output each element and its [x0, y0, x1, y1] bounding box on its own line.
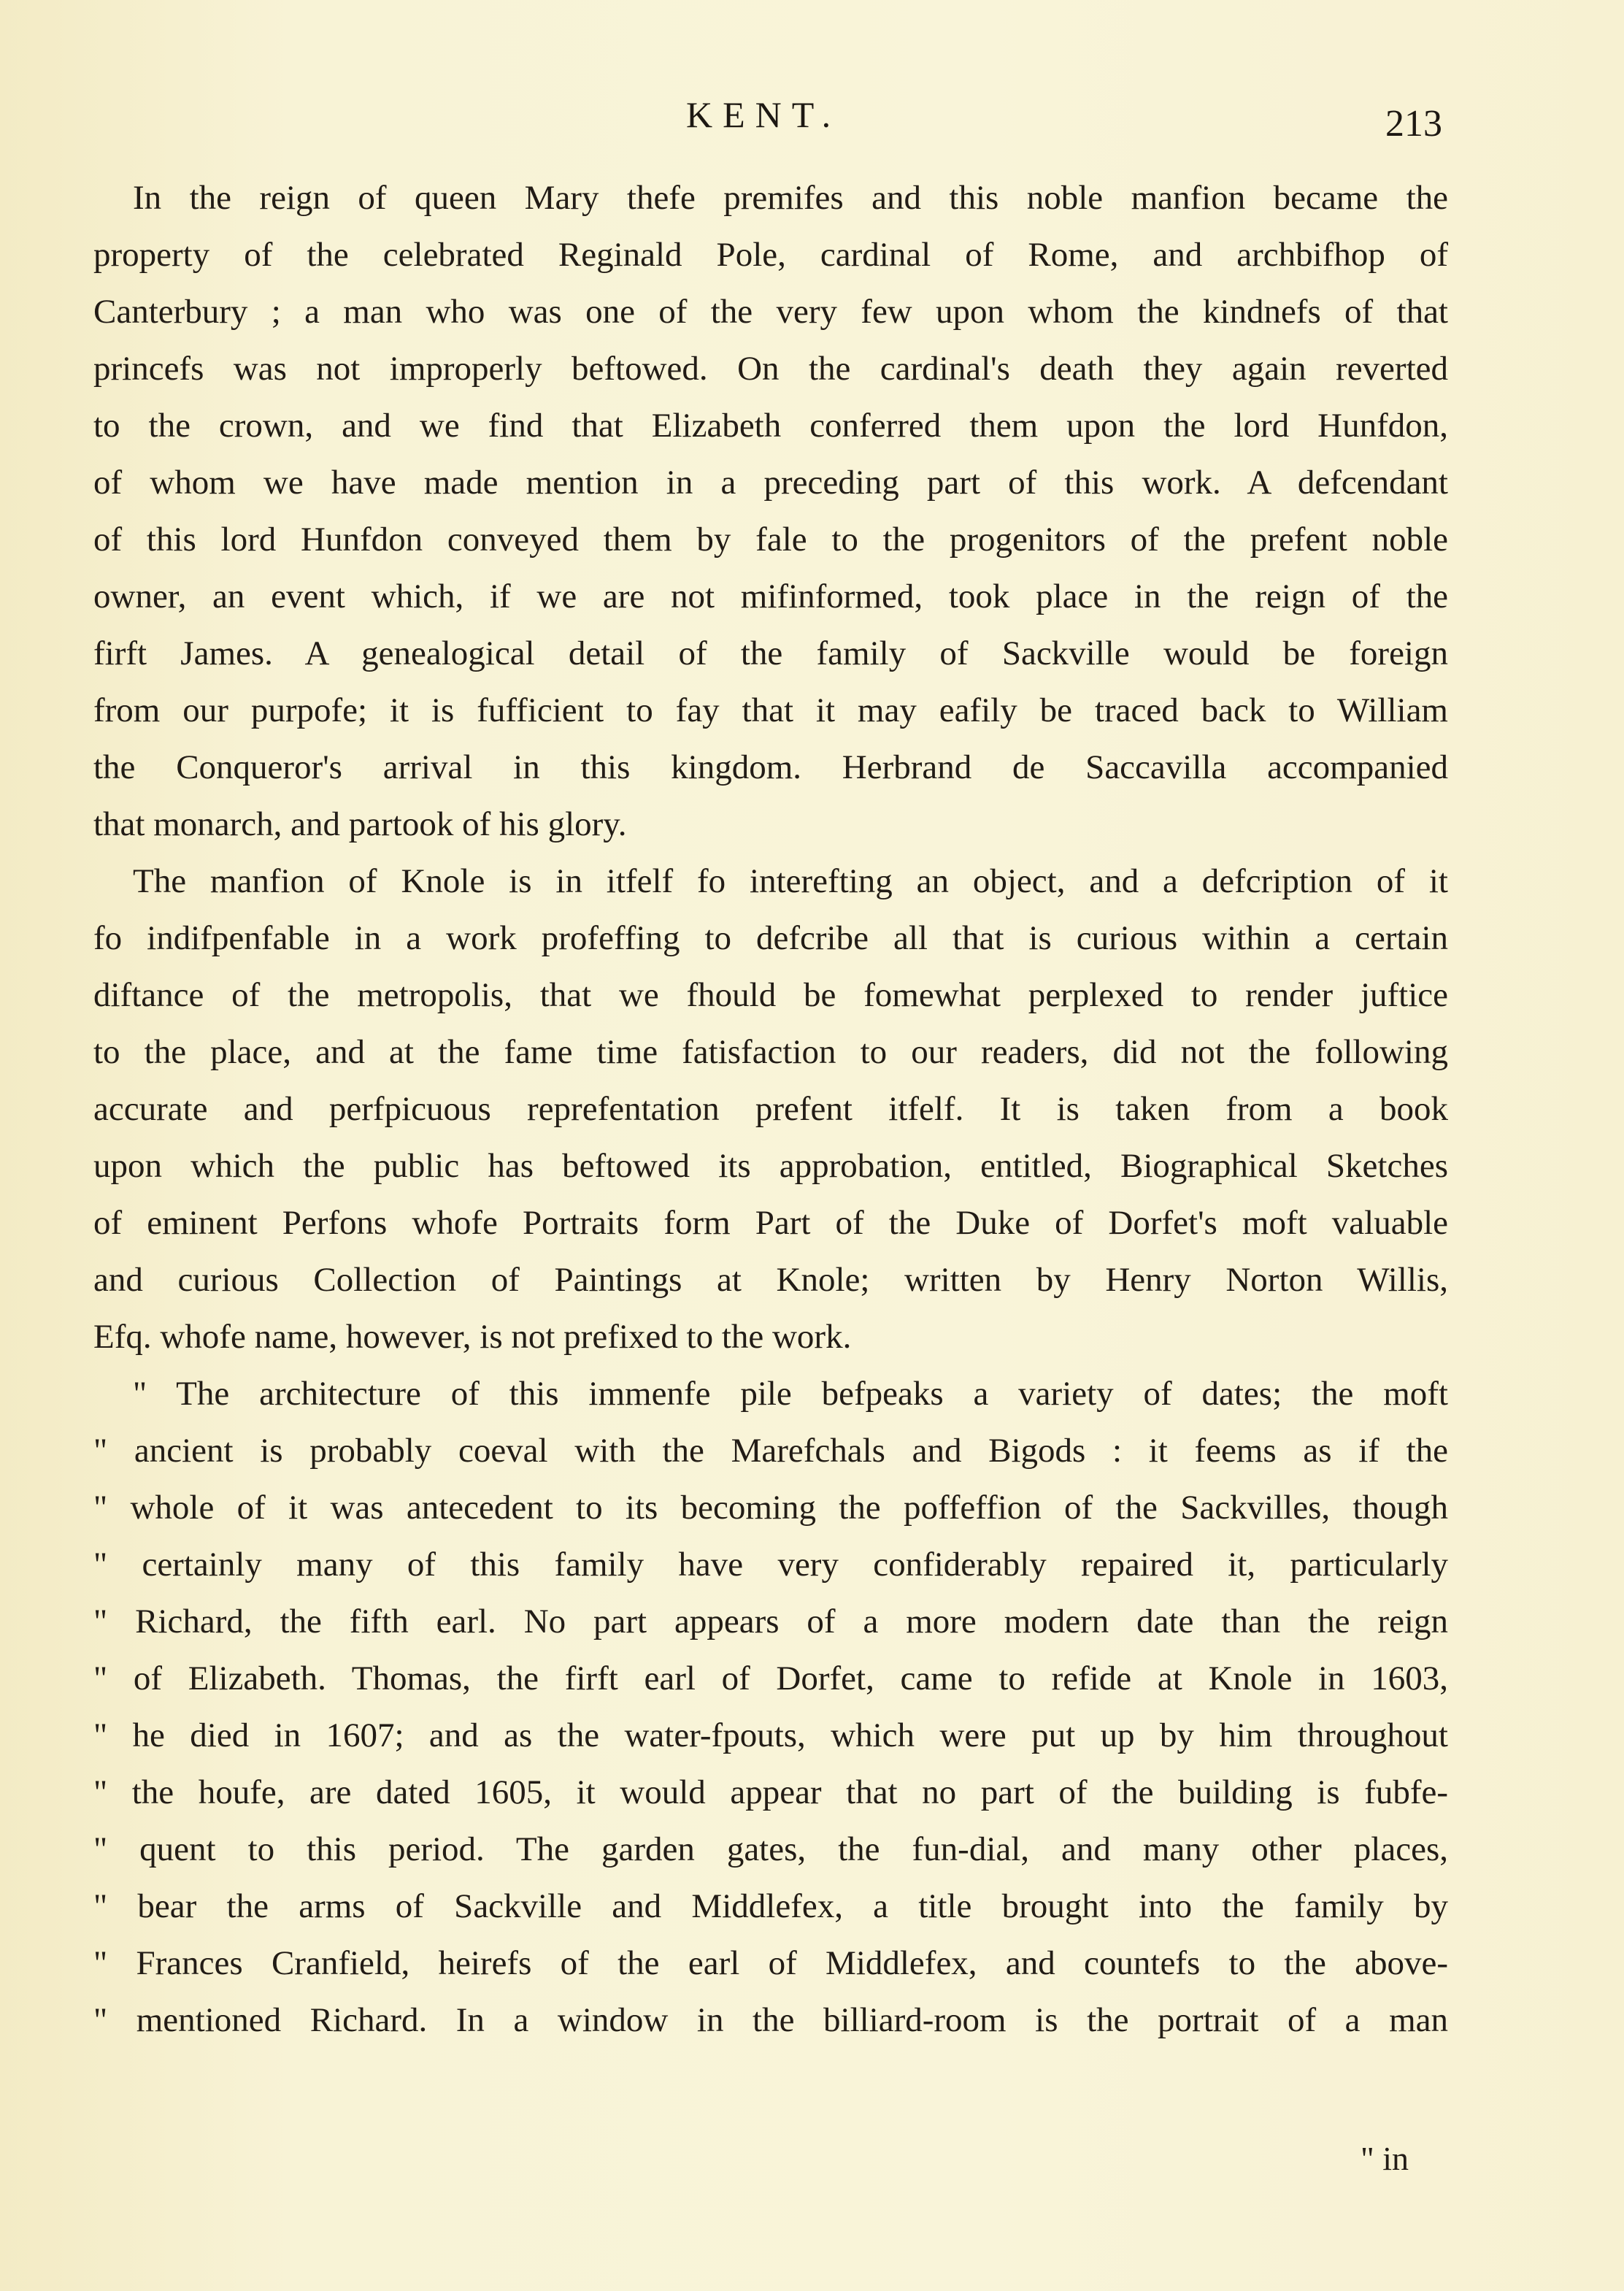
quoted-line: " Frances Cranfield, heirefs of the earl of Middlefex, and countefs to the above- [93, 1944, 1448, 1982]
text-line: and curious Collection of Paintings at Knole; written by Henry Norton Willis, [93, 1261, 1448, 1299]
text-line: princefs was not improperly beftowed. On the cardinal's death they again reverted [93, 350, 1448, 388]
text-line: to the place, and at the fame time fatisfaction to our readers, did not the following [93, 1033, 1448, 1071]
text-line: Efq. whofe name, however, is not prefixed to the work. [93, 1318, 852, 1356]
quoted-line: " bear the arms of Sackville and Middlefex, a title brought into the family by [93, 1887, 1448, 1925]
text-line: of eminent Perfons whofe Portraits form Part of the Duke of Dorfet's moft valuable [93, 1204, 1448, 1242]
body-text [93, 169, 1448, 2049]
quoted-line: " mentioned Richard. In a window in the billiard-room is the portrait of a man [93, 2001, 1448, 2039]
quoted-line: " Richard, the fifth earl. No part appears of a more modern date than the reign [93, 1603, 1448, 1640]
text-line: of this lord Hunfdon conveyed them by fale to the progenitors of the prefent noble [93, 521, 1448, 559]
text-line: In the reign of queen Mary thefe premifes and this noble manfion became the [133, 179, 1448, 217]
quoted-line: " The architecture of this immenfe pile befpeaks a variety of dates; the moft [133, 1375, 1448, 1413]
text-line: firft James. A genealogical detail of the family of Sackville would be foreign [93, 634, 1448, 672]
quoted-line: " quent to this period. The garden gates, the fun-dial, and many other places, [93, 1830, 1448, 1868]
text-line: diftance of the metropolis, that we fhould be fomewhat perplexed to render juftice [93, 976, 1448, 1014]
text-line: that monarch, and partook of his glory. [93, 805, 627, 843]
text-line: the Conqueror's arrival in this kingdom. Herbrand de Saccavilla accompanied [93, 748, 1448, 786]
text-line: property of the celebrated Reginald Pole, cardinal of Rome, and archbifhop of [93, 236, 1448, 274]
quoted-line: " certainly many of this family have very confiderably repaired it, particularly [93, 1546, 1448, 1584]
text-line: The manfion of Knole is in itfelf fo interefting an object, and a defcription of it [133, 862, 1448, 900]
text-line: fo indifpenfable in a work profeffing to defcribe all that is curious within a certain [93, 919, 1448, 957]
page-number: 213 [1385, 103, 1442, 145]
text-line: owner, an event which, if we are not mifinformed, took place in the reign of the [93, 577, 1448, 615]
text-line: Canterbury ; a man who was one of the very few upon whom the kindnefs of that [93, 293, 1448, 331]
quoted-line: " the houfe, are dated 1605, it would appear that no part of the building is fubfe- [93, 1773, 1448, 1811]
quoted-line: " whole of it was antecedent to its becoming the poffeffion of the Sackvilles, though [93, 1489, 1448, 1527]
text-line: accurate and perfpicuous reprefentation prefent itfelf. It is taken from a book [93, 1090, 1448, 1128]
quoted-line: " he died in 1607; and as the water-fpouts, which were put up by him throughout [93, 1716, 1448, 1754]
running-title: KENT. [686, 94, 842, 135]
text-line: from our purpofe; it is fufficient to fay that it may eafily be traced back to William [93, 691, 1448, 729]
quoted-line: " of Elizabeth. Thomas, the firft earl of Dorfet, came to refide at Knole in 1603, [93, 1659, 1448, 1697]
text-line: upon which the public has beftowed its approbation, entitled, Biographical Sketches [93, 1147, 1448, 1185]
catchword: " in [1361, 2140, 1409, 2177]
text-line: to the crown, and we find that Elizabeth conferred them upon the lord Hunfdon, [93, 407, 1448, 445]
text-line: of whom we have made mention in a preceding part of this work. A defcendant [93, 464, 1448, 502]
quoted-line: " ancient is probably coeval with the Marefchals and Bigods : it feems as if the [93, 1432, 1448, 1470]
